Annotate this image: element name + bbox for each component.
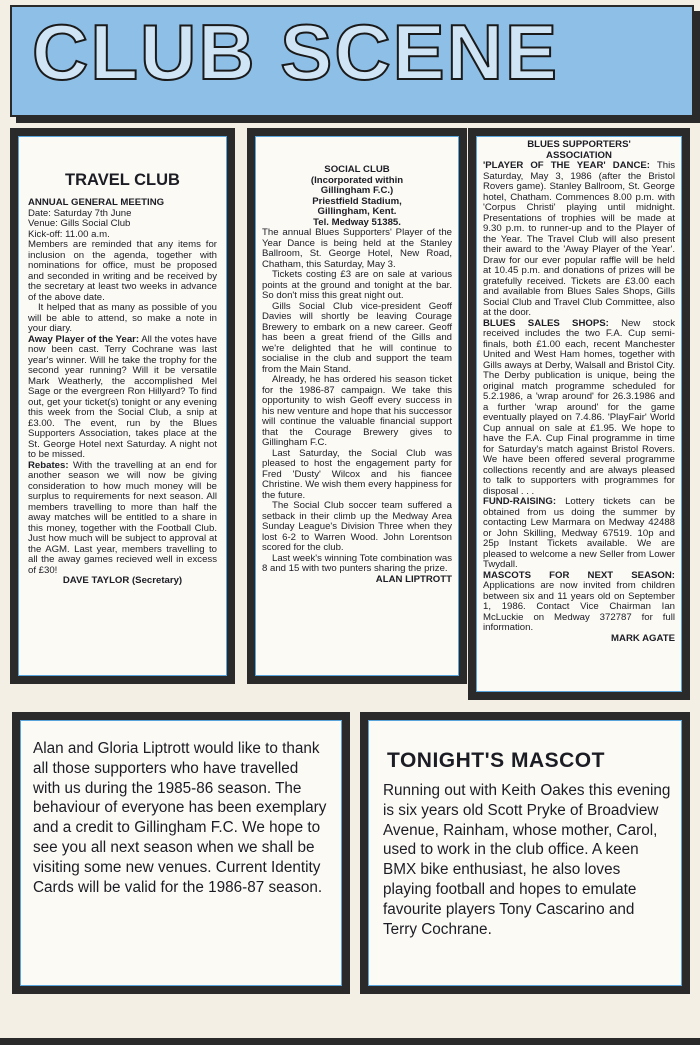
- away-player-text: All the votes have now been cast. Terry Cochrane was last year's winner. Will he take the trophy for the second year running? Will it be versatile Mark Weatherly, the accomplished Mel Sage or the evergreen Ron Hillyard? To find out, get your ticket(s) tonight or any evening this week from the Social Club, a snip at £3.00. The event, run by the Blues Supporters Association, takes place at the St. George Hotel next Saturday. A night not to be missed.: [28, 333, 217, 460]
- sales-shops-text: New stock received includes the two F.A. Cup semi-finals, both £1.00 each, recent Manchester United and West Ham homes, together with Gills aways at Derby, Walsall and Bristol City. The Derby publication is unique, being the original match programme scheduled for 5.2.1986, a 'wrap around' for 26.3.1986 and a further 'wrap around' for the game eventually played on 7.4.86. 'PlayFair' World Cup annual on sale at £1.95. We hope to have the F.A. Cup Final programme in time for Saturday's match against Bristol Rovers. We have been offered several programme collections recently and are always pleased to talk to supporters with programmes for disposal . . .: [483, 317, 675, 497]
- thanks-body: [33, 739, 329, 897]
- fund-raising-text: Lottery tickets can be obtained from us doing the summer by contacting Lew Marmara on Medway 42488 or John Skilling, Medway 67519. 10p and 25p Instant Tickets available. We are pleased to welcome a new Seller from Lower Twydall.: [483, 496, 675, 570]
- rebates-text: With the travelling at an end for another season we will now be giving consideration to how much money will be surplus to requirements for next season. All members travelling to more than half the away matches will be entitled to a share in this money, together with the Football Club. Just how much will be subject to approval at the AGM. Last year, members travelling to all the away games recieved well in excess of £30!: [28, 459, 217, 576]
- rebates-label: Rebates:: [28, 459, 69, 471]
- mascots-paragraph: [483, 571, 675, 634]
- mascots-text: Applications are now invited from children between six and 11 years old on September 1, 1986. Contact Vice Chairman Ian McLuckie on Medway 372787 for full information.: [483, 580, 675, 633]
- dance-text: This Saturday, May 3, 1986 (after the Bristol Rovers game). Stanley Ballroom, St. George hotel, Chatham. Commences 8.00 p.m. with 'Corpus Christi' playing until midnight. Presentations of trophies will be made at 9.30 p.m. to runner-up and to the Player of the Year. The Travel Club will also present their award to the 'Away Player of the Year'. Draw for our ever popular raffle will be held at 10.45 p.m. and donations of prizes will be gratefully received. Tickets are £3.00 each and available from Blues Sales Shops, Gills Social Club and Travel Club Committee, also at the door.: [483, 160, 675, 318]
- social-paragraph-2: Tickets costing £3 are on sale at various points at the ground and tonight at the bar. So don't miss this great night out.: [262, 269, 452, 301]
- social-club-heading-6: Tel. Medway 51385.: [313, 216, 401, 228]
- away-player-paragraph: [28, 335, 217, 461]
- bottom-edge-strip: [0, 1038, 700, 1045]
- social-club-panel: [247, 128, 467, 684]
- mascot-body: [375, 781, 671, 939]
- blues-supporters-body: [483, 140, 675, 644]
- club-scene-banner: [10, 5, 694, 117]
- away-player-label: Away Player of the Year:: [28, 333, 140, 345]
- mascot-heading: TONIGHT'S MASCOT: [387, 749, 605, 772]
- social-club-heading-5: Gillingham, Kent.: [317, 206, 397, 217]
- travel-club-signature: DAVE TAYLOR (Secretary): [62, 575, 183, 586]
- bsa-heading-1: BLUES SUPPORTERS': [527, 139, 631, 150]
- mascot-text: Running out with Keith Oakes this evening is six years old Scott Pryke of Broadview Avenue, Rainham, whose mother, Carol, used to work in the club office. A keen BMX bike enthusiast, he also loves playing football and hopes to emulate favourite players Tony Cascarino and Terry Cochrane.: [383, 782, 671, 938]
- attendance-paragraph: It helped that as many as possible of you will be able to attend, so make a note in your diary.: [28, 302, 217, 334]
- social-paragraph-6: The Social Club soccer team suffered a setback in their climb up the Medway Area Sunday League's Division Three when they lost 6-2 to Warren Wood. John Lorentson scored for the club.: [262, 500, 452, 553]
- fund-raising-label: FUND-RAISING:: [483, 496, 557, 507]
- agm-venue: Venue: Gills Social Club: [28, 218, 131, 229]
- agm-paragraph: Members are reminded that any items for inclusion on the agenda, together with nominations for office, must be proposed and seconded in writing and be received by the secretary at least two weeks in advance of the above date.: [28, 239, 217, 303]
- social-paragraph-7: Last week's winning Tote combination was 8 and 15 with two punters sharing the prize.: [262, 552, 452, 574]
- rebates-paragraph: [28, 461, 217, 577]
- thanks-text: Alan and Gloria Liptrott would like to thank all those supporters who have travelled with us during the 1985-86 season. The behaviour of everyone has been exemplary and a credit to Gillingham F.C. We hope to see you all next season when we shall be visiting some new venues. Current Identity Cards will be valid for the 1986-87 season.: [33, 740, 327, 896]
- social-paragraph-5: Last Saturday, the Social Club was pleased to host the engagement party for Fred 'Dusty' Wilcox and his fiancee Christine. We wish them every happiness for the future.: [262, 447, 452, 501]
- page-title: CLUB SCENE: [32, 8, 560, 96]
- mascot-panel: [360, 712, 690, 994]
- social-club-heading-1: SOCIAL CLUB: [324, 164, 390, 175]
- sales-shops-label: BLUES SALES SHOPS:: [483, 317, 609, 329]
- agm-date: Date: Saturday 7th June: [28, 207, 132, 219]
- mascots-label: MASCOTS FOR NEXT SEASON:: [483, 569, 675, 581]
- social-club-heading-4: Priestfield Stadium,: [312, 195, 402, 207]
- social-paragraph-3: Gills Social Club vice-president Geoff Davies will shortly be leaving Courage Brewery to embark on a new career. Geoff has been a great friend of the Gills and we're delighted that he will continue to socialise in the club and support the team from the Main Stand.: [262, 300, 452, 375]
- blues-supporters-panel: [468, 128, 690, 700]
- dance-paragraph: [483, 161, 675, 319]
- social-club-signature: ALAN LIPTROTT: [375, 573, 452, 585]
- dance-label: 'PLAYER OF THE YEAR' DANCE:: [483, 160, 651, 171]
- travel-club-body: [28, 198, 217, 587]
- travel-club-heading: TRAVEL CLUB: [65, 171, 180, 189]
- sales-shops-paragraph: [483, 319, 675, 498]
- bsa-heading-2: ASSOCIATION: [546, 149, 612, 161]
- social-club-heading-2: (Incorporated within: [310, 174, 404, 186]
- fund-raising-paragraph: [483, 497, 675, 571]
- social-club-heading-3: Gillingham F.C.): [320, 185, 394, 196]
- travel-club-panel: [10, 128, 235, 684]
- agm-title: ANNUAL GENERAL MEETING: [28, 197, 165, 208]
- thanks-panel: [12, 712, 350, 994]
- bsa-signature: MARK AGATE: [611, 632, 675, 644]
- social-paragraph-1: The annual Blues Supporters' Player of the Year Dance is being held at the Stanley Ballroom, St. George Hotel, New Road, Chatham, this Saturday, May 3.: [262, 227, 452, 270]
- social-club-body: [262, 165, 452, 585]
- social-paragraph-4: Already, he has ordered his season ticket for the 1986-87 campaign. We take this opportunity to wish Geoff every success in his new venture and hope that his successor will continue the valuable financial support that the Courage Brewery gives to Gillingham F.C.: [262, 374, 452, 448]
- agm-kickoff: Kick-off: 11.00 a.m.: [28, 228, 110, 240]
